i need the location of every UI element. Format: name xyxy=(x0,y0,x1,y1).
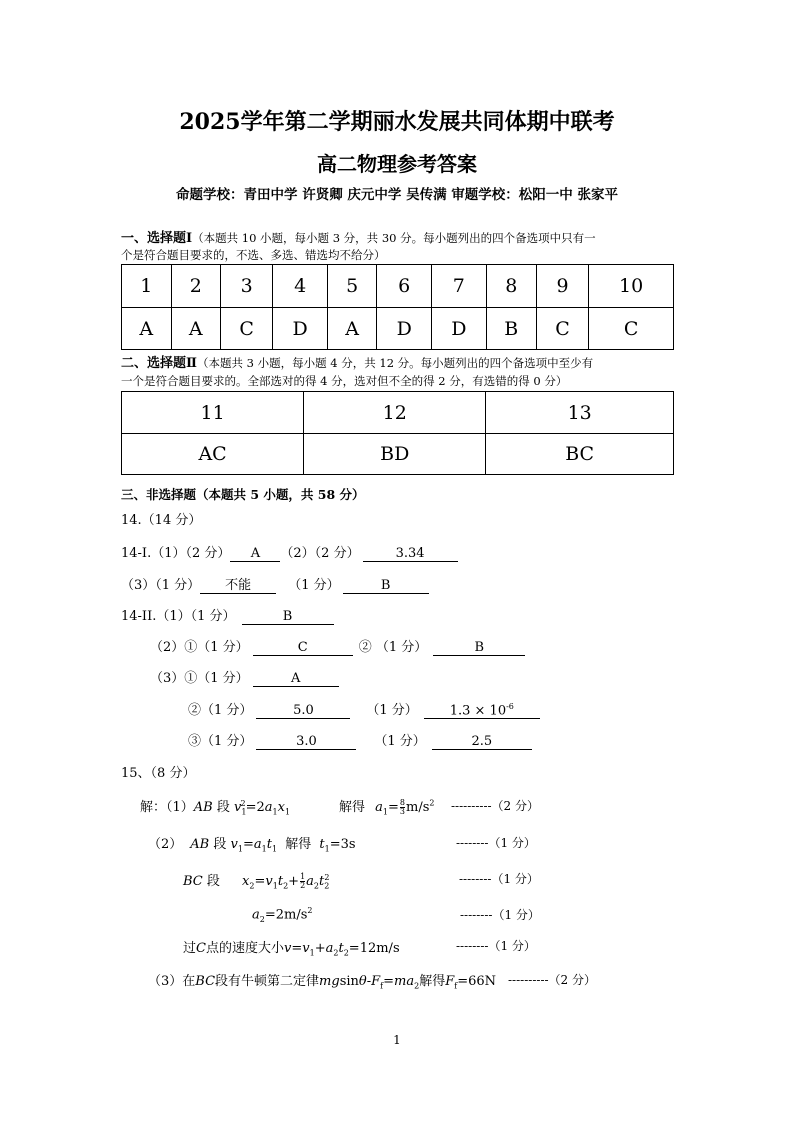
section1-note-2: 个是符合题目要求的，不选、多选、错选均不给分） xyxy=(121,248,386,262)
q15-text: 点的速度大小 xyxy=(205,941,284,956)
q14-label: （2）①（1 分） xyxy=(150,640,249,655)
q15-value: =2m/s xyxy=(264,907,308,923)
s1-ans: A xyxy=(171,308,221,350)
section3-heading: 三、非选择题（本题共 5 小题，共 58 分） xyxy=(121,487,365,502)
page-title: 2025学年第二学期丽水发展共同体期中联考 xyxy=(179,109,615,135)
q14-answer: B xyxy=(343,579,429,594)
q15-step5: 过C点的速度大小$v=v_1+a_2t_2=12m/s$ xyxy=(183,941,400,958)
section2-line1 xyxy=(121,352,593,371)
q14-answer: 3.34 xyxy=(363,547,458,562)
q15-score: --------（1 分） xyxy=(456,836,536,850)
q15-formula: $v_1^2=2a_1x_1$ xyxy=(234,798,291,817)
q14-title: 14.（14 分） xyxy=(121,513,202,528)
q15-score: --------（1 分） xyxy=(459,872,539,886)
q15-fraction: $\frac{8}{3}$ xyxy=(399,798,406,816)
q15-text: 解得 xyxy=(339,800,366,815)
q15-step1 xyxy=(140,796,290,817)
s1-ans: D xyxy=(273,308,328,350)
q15-text: 段 xyxy=(209,837,227,852)
q14-row6 xyxy=(188,699,540,719)
s1-ans: A xyxy=(327,308,377,350)
q15-value: =3s xyxy=(329,837,356,852)
q15-score: ----------（2 分） xyxy=(451,799,539,813)
q15-unit: m/s xyxy=(406,800,430,815)
q14-row3 xyxy=(121,605,334,625)
q15-text: 解得 xyxy=(285,837,312,852)
q15-score: --------（1 分） xyxy=(460,908,540,922)
q15-segment: AB xyxy=(193,800,213,815)
s1-ans: C xyxy=(589,308,674,350)
q14-label: （1 分） xyxy=(366,703,418,718)
q14-label: （1 分） xyxy=(288,578,340,593)
q15-segment: BC xyxy=(195,974,216,989)
q14-label: 14-I.（1）（2 分） xyxy=(121,546,231,561)
q14-label: （3）（1 分） xyxy=(121,578,201,593)
q14-row7 xyxy=(188,730,532,750)
section2-answer-table xyxy=(121,391,674,475)
q14-answer: 3.0 xyxy=(256,735,356,750)
q14-row4 xyxy=(150,636,525,656)
s2-ans: BC xyxy=(486,434,674,475)
q15-value: =66N xyxy=(457,974,497,989)
q14-answer-exponent: -6 xyxy=(506,701,514,711)
q14-row2 xyxy=(121,574,429,594)
section1-number-row xyxy=(122,265,674,308)
q14-answer-mantissa: 1.3 × 10 xyxy=(449,703,507,718)
s1-num: 9 xyxy=(536,265,588,308)
s1-num: 10 xyxy=(589,265,674,308)
section1-note-1: （本题共 10 小题，每小题 3 分，共 30 分。每小题列出的四个备选项中只有一 xyxy=(192,231,596,245)
page-number: 1 xyxy=(393,1033,401,1047)
s2-num: 12 xyxy=(304,392,486,434)
q15-text: 段 xyxy=(212,800,230,815)
section2-number-row xyxy=(122,392,674,434)
s1-num: 7 xyxy=(432,265,487,308)
q14-label: （1 分） xyxy=(374,734,426,749)
s1-num: 2 xyxy=(171,265,221,308)
s1-ans: C xyxy=(221,308,273,350)
q14-answer: 不能 xyxy=(200,579,276,594)
q14-label: （2）（2 分） xyxy=(280,546,360,561)
q15-step6: （3）在BC段有牛顿第二定律mgsinθ-$F_f=ma_2$解得$F_f=66N$ xyxy=(148,974,497,991)
section1-heading: 一、选择题Ⅰ xyxy=(121,231,193,246)
authors-line: 命题学校：青田中学 许贤卿 庆元中学 吴传满 审题学校：松阳一中 张家平 xyxy=(176,187,618,203)
section1-answer-row xyxy=(122,308,674,350)
page-subtitle: 高二物理参考答案 xyxy=(317,152,477,176)
s1-num: 3 xyxy=(221,265,273,308)
q14-label: ③（1 分） xyxy=(188,734,253,749)
q15-text: （2） xyxy=(148,837,183,852)
q14-answer: 2.5 xyxy=(432,735,532,750)
s1-num: 1 xyxy=(122,265,172,308)
q15-score: ----------（2 分） xyxy=(508,973,596,987)
q15-text: （3）在 xyxy=(148,974,196,989)
section2-heading: 二、选择题Ⅱ xyxy=(121,356,197,371)
section1-line1 xyxy=(121,227,596,246)
s1-ans: C xyxy=(536,308,588,350)
q15-step1-result: 解得 $a_1=$ $\frac{8}{3}$ $m/s^2$ xyxy=(339,798,435,817)
q15-title: 15、（8 分） xyxy=(121,766,196,781)
q15-text: 过 xyxy=(183,941,197,956)
q14-answer: B xyxy=(433,641,525,656)
q14-answer xyxy=(424,700,540,719)
q15-step3 xyxy=(183,870,329,891)
q15-fraction: $\frac{1}{2}$ xyxy=(300,872,306,890)
q15-formula: $x_2=v_1t_2+$ $\frac{1}{2}$ $a_2t_2^2$ xyxy=(242,872,330,891)
section1-answer-table xyxy=(121,264,674,350)
q14-label: （3）①（1 分） xyxy=(150,671,249,686)
q14-label: ② （1 分） xyxy=(358,640,428,655)
s2-ans: BD xyxy=(304,434,486,475)
q15-text: 段 xyxy=(202,874,220,889)
s2-num: 11 xyxy=(122,392,304,434)
q14-label: ②（1 分） xyxy=(188,703,253,718)
q15-formula: $v_1=a_1t_1$ xyxy=(230,837,278,854)
q15-text: 解得 xyxy=(419,974,446,989)
q14-row1 xyxy=(121,542,458,562)
section2-note-1: （本题共 3 小题，每小题 4 分，共 12 分。每小题列出的四个备选项中至少有 xyxy=(196,356,594,370)
q14-answer: A xyxy=(230,547,280,562)
section2-note-2: 一个是符合题目要求的。全部选对的得 4 分，选对但不全的得 2 分，有选错的得 0 分） xyxy=(121,374,568,388)
s1-num: 4 xyxy=(273,265,328,308)
q14-answer: B xyxy=(242,610,334,625)
s1-ans: D xyxy=(377,308,432,350)
q15-score: --------（1 分） xyxy=(456,939,536,953)
q14-label: 14-II.（1）（1 分） xyxy=(121,609,236,624)
q15-text: 段有牛顿第二定律 xyxy=(215,974,320,989)
q15-var: a xyxy=(375,800,383,815)
q14-row5 xyxy=(150,667,339,687)
s1-ans: B xyxy=(486,308,536,350)
s2-num: 13 xyxy=(486,392,674,434)
q15-point: C xyxy=(196,941,206,956)
s1-ans: A xyxy=(122,308,172,350)
q15-step4: $a_2=2m/s^2$ xyxy=(252,906,313,924)
q15-segment: BC xyxy=(183,874,203,889)
s1-ans: D xyxy=(432,308,487,350)
s1-num: 5 xyxy=(327,265,377,308)
q15-text: 解：（1） xyxy=(140,800,194,815)
q14-answer: A xyxy=(253,672,339,687)
q15-value: =12m/s xyxy=(348,941,400,956)
s2-ans: AC xyxy=(122,434,304,475)
q15-segment: AB xyxy=(190,837,210,852)
s1-num: 8 xyxy=(486,265,536,308)
q14-answer: 5.0 xyxy=(256,704,350,719)
q15-step2: （2） AB 段 $v_1=a_1t_1$ 解得 $t_1=3s$ xyxy=(148,837,356,854)
section2-answer-row xyxy=(122,434,674,475)
q14-answer: C xyxy=(253,641,353,656)
s1-num: 6 xyxy=(377,265,432,308)
